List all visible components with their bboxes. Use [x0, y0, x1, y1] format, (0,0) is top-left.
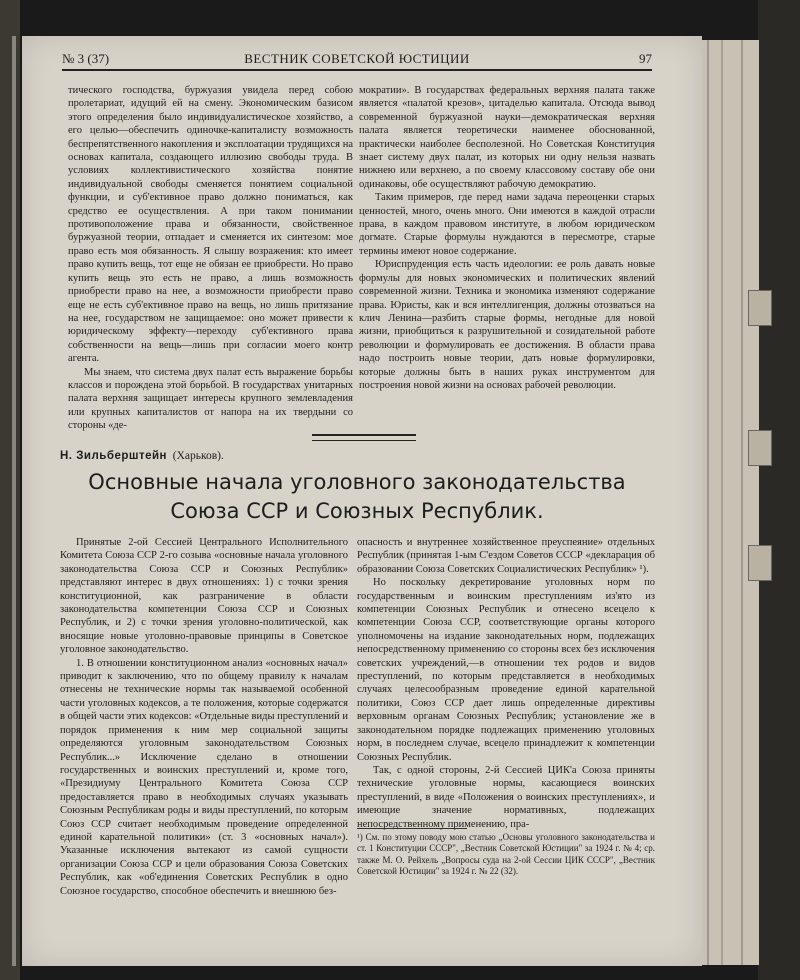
article-title: [62, 468, 652, 526]
book-page-edges: [700, 40, 759, 965]
article-author: [60, 450, 660, 462]
article-title-line: Основные начала уголовного законодательства: [88, 470, 626, 494]
author-name: Н. Зильберштейн: [60, 450, 167, 462]
paragraph: Таким примеров, где перед нами задача переоценки старых ценностей, много, очень много. Они имеются в каждой отрасли права, в каждом правовом институте, в любом юридическом догмате. Старые формулы нуждаются в пересмотре, старые термины имеют новое содержание.: [359, 192, 655, 257]
issue-number: № 3 (37): [62, 51, 110, 66]
scan-background-right: [758, 0, 800, 980]
article-column-left: [60, 536, 348, 898]
article-title-line: Союза ССР и Союзных Республик.: [170, 499, 544, 523]
footnote-rule: [357, 828, 467, 829]
footnote: ¹) См. по этому поводу мою статью „Основы уголовного законодательства и ст. 1 Конституции СССР", „Вестник Советской Юстиции" за 1924 г. № 4; ср. также М. О. Рейхель „Вопросы суда на 2-ой Сессии ЦИК СССР", „Вестник Советской Юстиции" за 1924 г. № 22 (32).: [357, 832, 655, 877]
paragraph: Но поскольку декретирование уголовных норм по государственным и воинским преступлениям из'ято из компетенции Союзных Республик и отнесено всецело к компетенции Союза ССР, соответствующие органы которого уполномочены на издание законодательных норм, подлежащих непосредственному применению со стороны всех без исключения советских учреждений,—в отношении тех родов и видов преступлений, по которым представляется в необходимых случаях целесообразным проведение единой карательной политики, Союз ССР дает лишь определенные директивы верховным органам Союзных Республик; установление же в законодательном порядке подлежащих применению уголовных норм, в последнем случае, всецело принадлежит к компетенции Союзных Республик.: [357, 577, 655, 763]
article-column-right: [357, 536, 655, 831]
paragraph: тического господства, буржуазия увидела перед собою пролетариат, идущий ей на смену. Экономическим базисом этого определения было индивидуалистическое хозяйство, а его целью—обеспечить одиночке-капиталисту возможность беспрепятственного накопления и эксплоатации трудящихся на основах капитала, создающего иллюзию свободы труда. В условиях коллективистического хозяйства понятие индивидуальной свободы сменяется понятием социальной функции, и суб'ективное право должно пониматься, как средство ее осуществления. А при таком понимании противоположение права и обязанности, свойственное буржуазной теории, отпадает и сменяется их синтезом: мое право есть моя обязанность. Я слышу возражения: кто имеет право купить вещь, тот еще не обязан ее приобрести. Но право купить вещь это есть не право, а лишь возможность приобрести право на нее, а возможности приобрести право еще не есть суб'ективное право на вещь, но лишь притязание на нее, государством не защищаемое: оно может привести к юридическому эффекту—переходу суб'ективного права собственности на вещь—лишь при согласии моего контр агента.: [68, 85, 353, 365]
paragraph: Мы знаем, что система двух палат есть выражение борьбы классов и порождена этой борьбой. В государствах унитарных палата верхняя защищает интересы крупного землевладения или крупных капиталистов от напора на их твердыни со стороны «де-: [68, 366, 353, 432]
author-city: (Харьков).: [172, 450, 224, 462]
scan-left-edge: [0, 0, 20, 980]
paragraph: мократии». В государствах федеральных верхняя палата также является «палатой крезов», цитаделью капитала. Отсюда вывод современной буржуазной науки—демократическая верхняя палата является теоретически наименее обоснованной, практически наиболее бесполезной. Но Советская Конституция знает систему двух палат, из которых ни одну нельзя назвать нижнею или верхнею, а по своему классовому составу обе они одинаковы, обе осуществляют рабочую демократию.: [359, 85, 655, 190]
paragraph: Принятые 2-ой Сессией Центрального Исполнительного Комитета Союза ССР 2-го созыва «основные начала уголовного законодательства Союза ССР и Союзных Республик» представляют интерес в двух отношениях: 1) с точки зрения конституционной, как разграничение в области законодательства компетенции Союза ССР и Союзных Республик, и 2) с точки зрения уголовно-политической, как вносящие новые уголовно-правовые принципы в Советское уголовное законодательство.: [60, 537, 348, 656]
page-tab: [748, 545, 772, 581]
previous-article-column-left: [68, 84, 353, 433]
running-header: [62, 51, 652, 71]
section-divider: [312, 434, 416, 441]
paragraph: 1. В отношении конституционном анализ «основных начал» приводит к заключению, что по общему правилу к началам отнесены не технические нормы так называемой особенной части уголовных кодексов, а те положения, которые содержатся в общей части этих кодексов: «Отдельные виды преступлений и порядок применения к ним мер социальной защиты определяются уголовным законодательством Союзных Республик...» Исключение сделано в отношении государственных и воинских преступлений и, кроме того, «Президиуму Центрального Комитета Союза ССР предоставляется право в необходимых случаях указывать Союзным Республикам роды и виды преступлений, по которым Союз ССР считает необходимым проведение определенной единой карательной политики» (ст. 3 «основных начал»). Указанные исключения вытекают из самой сущности организации Союза ССР и цели образования Союза Советских Республик, как «об'единения Советских Республик в одно Союзное государство, способное обеспечить и внешнюю без-: [60, 657, 348, 897]
page-tab: [748, 430, 772, 466]
previous-article-column-right: [359, 84, 655, 392]
page-number: 97: [639, 51, 652, 66]
journal-title: ВЕСТНИК СОВЕТСКОЙ ЮСТИЦИИ: [244, 51, 470, 66]
paragraph: опасность и внутреннее хозяйственное преуспеяние» отдельных Республик (принятая 1-ым С'ездом Советов СССР «декларация об образовании Союза Советских Социалистических Республик» ¹).: [357, 537, 655, 575]
page-tab: [748, 290, 772, 326]
paragraph: Так, с одной стороны, 2-й Сессией ЦИК'а Союза приняты технические уголовные нормы, касающиеся воинских преступлений, в виде «Положения о воинских преступлениях», и имеющие значение нормативных, подлежащих непосредственному применению, пра-: [357, 764, 655, 830]
journal-page: [22, 36, 702, 966]
paragraph: Юриспруденция есть часть идеологии: ее роль давать новые формулы для новых экономических и политических явлений современной жизни. Техника и экономика изменяют содержание права. Юристы, как и вся интеллигенция, должны отозваться на клич Ленина—разбить старые формы, негодные для новой жизни, приобщиться к разрушительной и созидательной работе революции и формулировать ее достижения. В области права надо построить новые теории, дать новые формулировки, которые должны быть в наших руках инструментом для построения новой жизни на основах рабочей революции.: [359, 259, 655, 391]
